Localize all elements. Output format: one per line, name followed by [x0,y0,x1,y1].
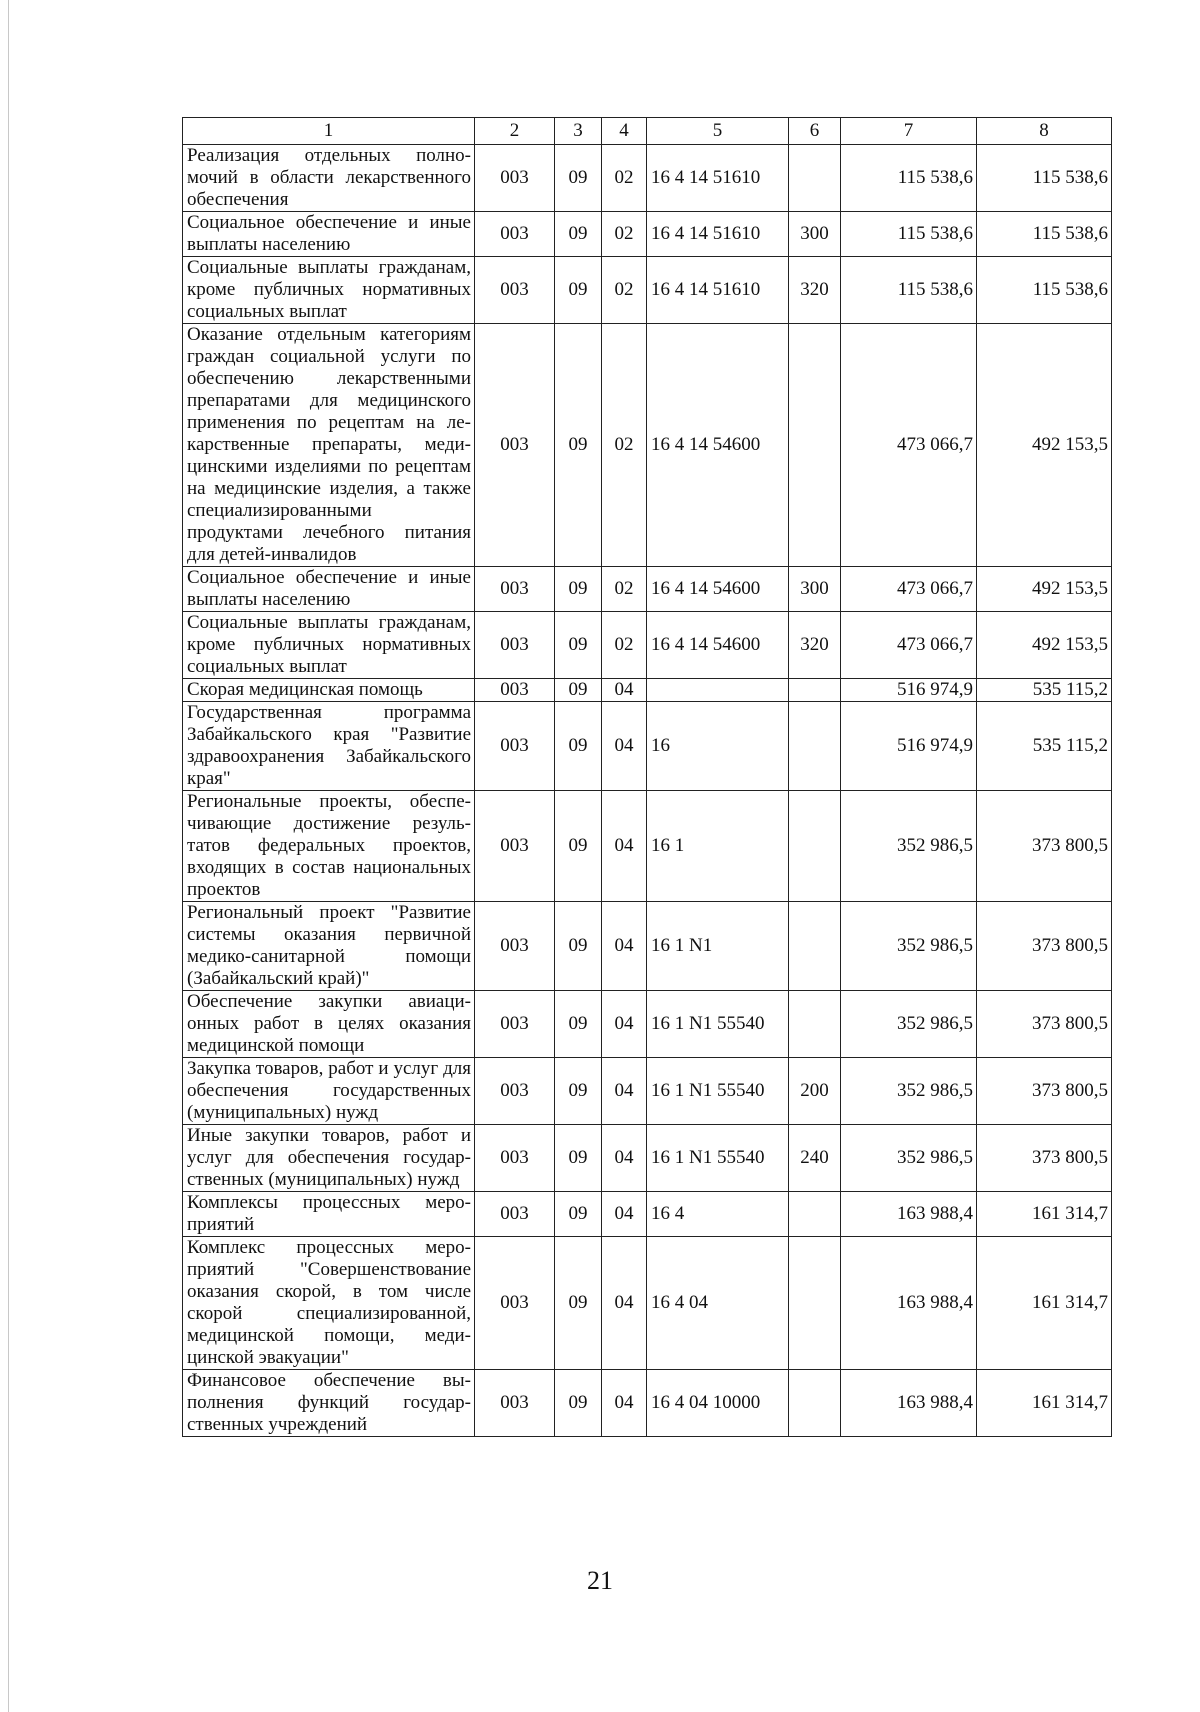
row-name-cell: Государственная программа Забайкальского края "Развитие здравоохранения Забайкальского края" [183,702,475,791]
department-code-cell: 003 [475,902,555,991]
department-code-cell: 003 [475,145,555,212]
column-header-8: 8 [977,118,1112,145]
table-row [183,567,1112,612]
section-code-cell: 09 [555,257,602,324]
amount-col8-cell: 535 115,2 [977,702,1112,791]
table-row [183,145,1112,212]
section-code-cell: 09 [555,1058,602,1125]
section-code-cell: 09 [555,1370,602,1437]
target-article-cell: 16 [647,702,789,791]
section-code-cell: 09 [555,324,602,567]
department-code-cell: 003 [475,212,555,257]
amount-col7-cell: 352 986,5 [841,791,977,902]
section-code-cell: 09 [555,1125,602,1192]
amount-col8-cell: 535 115,2 [977,679,1112,702]
department-code-cell: 003 [475,257,555,324]
table-row [183,991,1112,1058]
subsection-code-cell: 02 [602,324,647,567]
table-row [183,1125,1112,1192]
department-code-cell: 003 [475,1192,555,1237]
target-article-cell: 16 4 04 10000 [647,1370,789,1437]
subsection-code-cell: 04 [602,1237,647,1370]
department-code-cell: 003 [475,1237,555,1370]
expense-type-cell: 240 [789,1125,841,1192]
row-name-cell: Региональный проект "Развитие системы оказания первичной медико-санитарной помощи (Забайкальский край)" [183,902,475,991]
column-header-1: 1 [183,118,475,145]
row-name-cell: Скорая медицинская помощь [183,679,475,702]
row-name-cell: Закупка товаров, работ и услуг для обеспечения государственных (муниципальных) нужд [183,1058,475,1125]
table-row [183,1192,1112,1237]
table-header-row [183,118,1112,145]
subsection-code-cell: 04 [602,702,647,791]
row-name-cell: Финансовое обеспечение выполнения функций государственных учреждений [183,1370,475,1437]
target-article-cell: 16 1 N1 [647,902,789,991]
amount-col8-cell: 373 800,5 [977,1058,1112,1125]
table-row [183,791,1112,902]
amount-col7-cell: 473 066,7 [841,567,977,612]
amount-col7-cell: 352 986,5 [841,991,977,1058]
subsection-code-cell: 04 [602,1192,647,1237]
amount-col8-cell: 373 800,5 [977,902,1112,991]
section-code-cell: 09 [555,679,602,702]
section-code-cell: 09 [555,991,602,1058]
expense-type-cell: 320 [789,257,841,324]
page-edge-line [8,0,9,1712]
target-article-cell: 16 1 [647,791,789,902]
column-header-2: 2 [475,118,555,145]
amount-col8-cell: 115 538,6 [977,145,1112,212]
table-row [183,612,1112,679]
target-article-cell: 16 4 14 54600 [647,612,789,679]
amount-col7-cell: 473 066,7 [841,324,977,567]
expense-type-cell [789,1237,841,1370]
target-article-cell: 16 4 04 [647,1237,789,1370]
department-code-cell: 003 [475,1370,555,1437]
department-code-cell: 003 [475,567,555,612]
table-row [183,902,1112,991]
amount-col8-cell: 115 538,6 [977,257,1112,324]
subsection-code-cell: 02 [602,212,647,257]
department-code-cell: 003 [475,1058,555,1125]
row-name-cell: Социальное обеспечение и иные выплаты населению [183,212,475,257]
target-article-cell: 16 4 14 54600 [647,324,789,567]
row-name-cell: Социальные выплаты гражданам, кроме публичных нормативных социальных выплат [183,257,475,324]
department-code-cell: 003 [475,612,555,679]
expense-type-cell [789,902,841,991]
column-header-6: 6 [789,118,841,145]
target-article-cell: 16 4 [647,1192,789,1237]
amount-col8-cell: 492 153,5 [977,612,1112,679]
amount-col7-cell: 115 538,6 [841,212,977,257]
department-code-cell: 003 [475,791,555,902]
table-row [183,1237,1112,1370]
subsection-code-cell: 04 [602,1370,647,1437]
subsection-code-cell: 04 [602,991,647,1058]
subsection-code-cell: 04 [602,791,647,902]
target-article-cell: 16 4 14 51610 [647,257,789,324]
amount-col7-cell: 115 538,6 [841,257,977,324]
subsection-code-cell: 04 [602,679,647,702]
expense-type-cell: 300 [789,567,841,612]
column-header-7: 7 [841,118,977,145]
department-code-cell: 003 [475,991,555,1058]
target-article-cell: 16 4 14 51610 [647,145,789,212]
subsection-code-cell: 02 [602,567,647,612]
row-name-cell: Социальные выплаты гражданам, кроме публичных нормативных социальных выплат [183,612,475,679]
amount-col8-cell: 492 153,5 [977,324,1112,567]
amount-col7-cell: 163 988,4 [841,1370,977,1437]
expense-type-cell [789,791,841,902]
subsection-code-cell: 02 [602,257,647,324]
amount-col7-cell: 516 974,9 [841,679,977,702]
amount-col8-cell: 161 314,7 [977,1192,1112,1237]
target-article-cell: 16 4 14 51610 [647,212,789,257]
table-row [183,324,1112,567]
section-code-cell: 09 [555,702,602,791]
amount-col8-cell: 373 800,5 [977,1125,1112,1192]
target-article-cell: 16 1 N1 55540 [647,1125,789,1192]
amount-col8-cell: 373 800,5 [977,991,1112,1058]
expense-type-cell [789,145,841,212]
section-code-cell: 09 [555,791,602,902]
amount-col7-cell: 352 986,5 [841,1058,977,1125]
row-name-cell: Социальное обеспечение и иные выплаты населению [183,567,475,612]
row-name-cell: Региональные проекты, обеспечивающие достижение результатов федеральных проектов, входящих в состав национальных проектов [183,791,475,902]
row-name-cell: Комплексы процессных мероприятий [183,1192,475,1237]
amount-col7-cell: 352 986,5 [841,1125,977,1192]
table-row [183,1058,1112,1125]
section-code-cell: 09 [555,145,602,212]
expense-type-cell [789,1192,841,1237]
department-code-cell: 003 [475,702,555,791]
target-article-cell [647,679,789,702]
row-name-cell: Комплекс процессных мероприятий "Совершенствование оказания скорой, в том числе скорой специализированной, медицинской помощи, медицинской эвакуации" [183,1237,475,1370]
budget-table [182,117,1112,1437]
amount-col8-cell: 161 314,7 [977,1370,1112,1437]
amount-col7-cell: 163 988,4 [841,1237,977,1370]
department-code-cell: 003 [475,324,555,567]
column-header-3: 3 [555,118,602,145]
table-row [183,679,1112,702]
amount-col7-cell: 163 988,4 [841,1192,977,1237]
section-code-cell: 09 [555,212,602,257]
amount-col7-cell: 115 538,6 [841,145,977,212]
expense-type-cell [789,991,841,1058]
department-code-cell: 003 [475,679,555,702]
section-code-cell: 09 [555,1237,602,1370]
expense-type-cell: 320 [789,612,841,679]
expense-type-cell: 200 [789,1058,841,1125]
column-header-4: 4 [602,118,647,145]
section-code-cell: 09 [555,1192,602,1237]
expense-type-cell [789,324,841,567]
amount-col8-cell: 373 800,5 [977,791,1112,902]
table-row [183,1370,1112,1437]
subsection-code-cell: 02 [602,145,647,212]
table-row [183,212,1112,257]
expense-type-cell [789,1370,841,1437]
section-code-cell: 09 [555,902,602,991]
row-name-cell: Оказание отдельным категориям граждан социальной услуги по обеспечению лекарственными препаратами для медицинского применения по рецептам на лекарственные препараты, медицинскими изделиями по рецептам на медицинские изделия, а также специализированными продуктами лечебного питания для детей-инвалидов [183,324,475,567]
amount-col7-cell: 516 974,9 [841,702,977,791]
target-article-cell: 16 1 N1 55540 [647,1058,789,1125]
row-name-cell: Обеспечение закупки авиационных работ в целях оказания медицинской помощи [183,991,475,1058]
subsection-code-cell: 04 [602,1058,647,1125]
amount-col8-cell: 492 153,5 [977,567,1112,612]
expense-type-cell [789,702,841,791]
section-code-cell: 09 [555,612,602,679]
target-article-cell: 16 1 N1 55540 [647,991,789,1058]
amount-col7-cell: 352 986,5 [841,902,977,991]
row-name-cell: Иные закупки товаров, работ и услуг для обеспечения государственных (муниципальных) нужд [183,1125,475,1192]
page-number: 21 [587,1566,613,1595]
row-name-cell: Реализация отдельных полномочий в области лекарственного обеспечения [183,145,475,212]
table-row [183,702,1112,791]
expense-type-cell: 300 [789,212,841,257]
department-code-cell: 003 [475,1125,555,1192]
section-code-cell: 09 [555,567,602,612]
column-header-5: 5 [647,118,789,145]
amount-col7-cell: 473 066,7 [841,612,977,679]
table-row [183,257,1112,324]
target-article-cell: 16 4 14 54600 [647,567,789,612]
amount-col8-cell: 115 538,6 [977,212,1112,257]
subsection-code-cell: 02 [602,612,647,679]
amount-col8-cell: 161 314,7 [977,1237,1112,1370]
subsection-code-cell: 04 [602,902,647,991]
expense-type-cell [789,679,841,702]
subsection-code-cell: 04 [602,1125,647,1192]
